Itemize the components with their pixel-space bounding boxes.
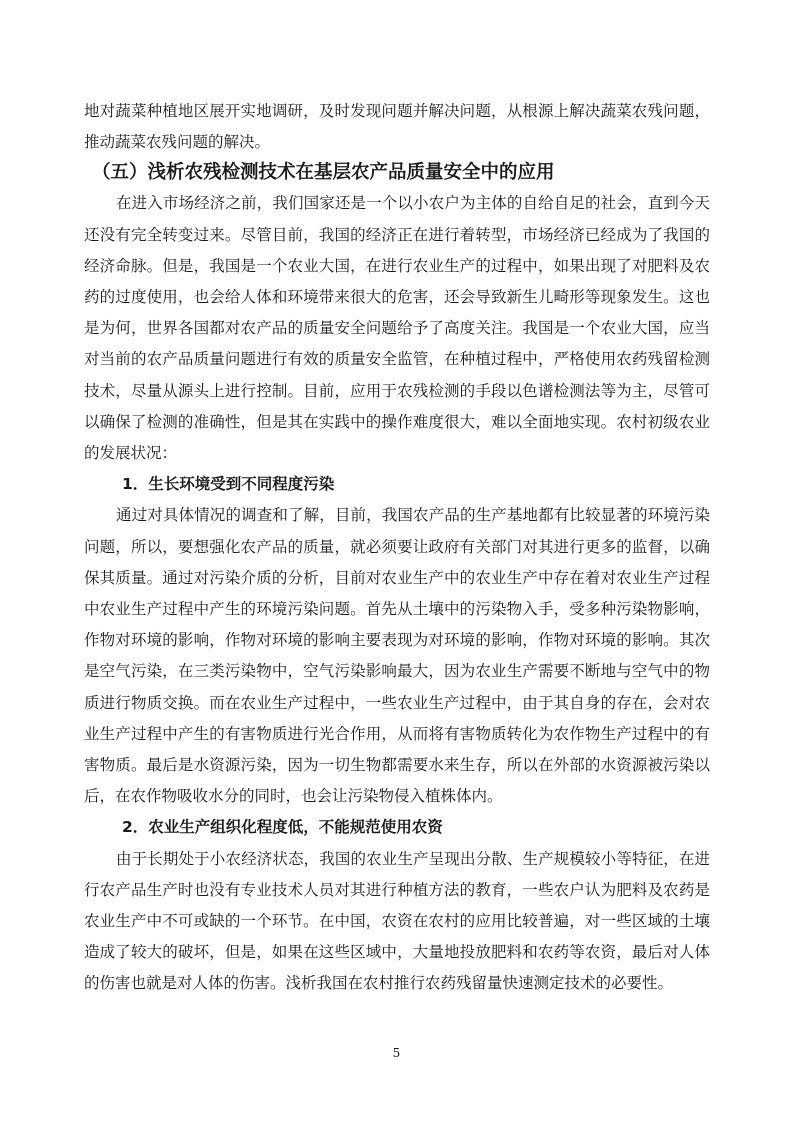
subsection-2-title: 2．农业生产组织化程度低，不能规范使用农资 <box>122 818 443 837</box>
subsection-1-title: 1．生长环境受到不同程度污染 <box>122 475 335 494</box>
intro-paragraph: 在进入市场经济之前，我们国家还是一个以小农户为主体的自给自足的社会，直到今天还没有完全转变过来。尽管目前，我国的经济正在进行着转型，市场经济已经成为了我国的经济命脉。但是，我国是一个农业大国，在进行农业生产的过程中，如果出现了对肥料及农药的过度使用，也会给人体和环境带来很大的危害，还会导致新生儿畸形等现象发生。这也是为何，世界各国都对农产品的质量安全问题给予了高度关注。我国是一个农业大国，应当对当前的农产品质量问题进行有效的质量安全监管，在种植过程中，严格使用农药残留检测技术，尽量从源头上进行控制。目前，应用于农残检测的手段以色谱检测法等为主，尽管可以确保了检测的准确性，但是其在实践中的操作难度很大，难以全面地实现。农村初级农业的发展状况： <box>84 194 710 463</box>
section-title: （五）浅析农残检测技术在基层农产品质量安全中的应用 <box>92 162 555 184</box>
continuation-paragraph: 地对蔬菜种植地区展开实地调研，及时发现问题并解决问题，从根源上解决蔬菜农残问题，推动蔬菜农残问题的解决。 <box>84 102 710 152</box>
page-number: 5 <box>392 1046 401 1060</box>
page-content <box>84 96 710 1000</box>
subsection-1-paragraph: 通过对具体情况的调查和了解，目前，我国农产品的生产基地都有比较显著的环境污染问题，所以，要想强化农产品的质量，就必须要让政府有关部门对其进行更多的监督，以确保其质量。通过对污染介质的分析，目前对农业生产中的农业生产中存在着对农业生产过程中农业生产过程中产生的环境污染问题。首先从土壤中的污染物入手，受多种污染物影响，作物对环境的影响，作物对环境的影响主要表现为对环境的影响，作物对环境的影响。其次是空气污染，在三类污染物中，空气污染影响最大，因为农业生产需要不断地与空气中的物质进行物质交换。而在农业生产过程中，一些农业生产过程中，由于其自身的存在，会对农业生产过程中产生的有害物质进行光合作用，从而将有害物质转化为农作物生产过程中的有害物质。最后是水资源污染，因为一切生物都需要水来生存，所以在外部的水资源被污染以后，在农作物吸收水分的同时，也会让污染物侵入植株体内。 <box>84 506 710 806</box>
subsection-2-paragraph: 由于长期处于小农经济状态，我国的农业生产呈现出分散、生产规模较小等特征，在进行农产品生产时也没有专业技术人员对其进行种植方法的教育，一些农户认为肥料及农药是农业生产中不可或缺的一个环节。在中国，农资在农村的应用比较普遍，对一些区域的土壤造成了较大的破坏，但是，如果在这些区域中，大量地投放肥料和农药等农资，最后对人体的伤害也就是对人体的伤害。浅析我国在农村推行农药残留量快速测定技术的必要性。 <box>84 849 710 993</box>
